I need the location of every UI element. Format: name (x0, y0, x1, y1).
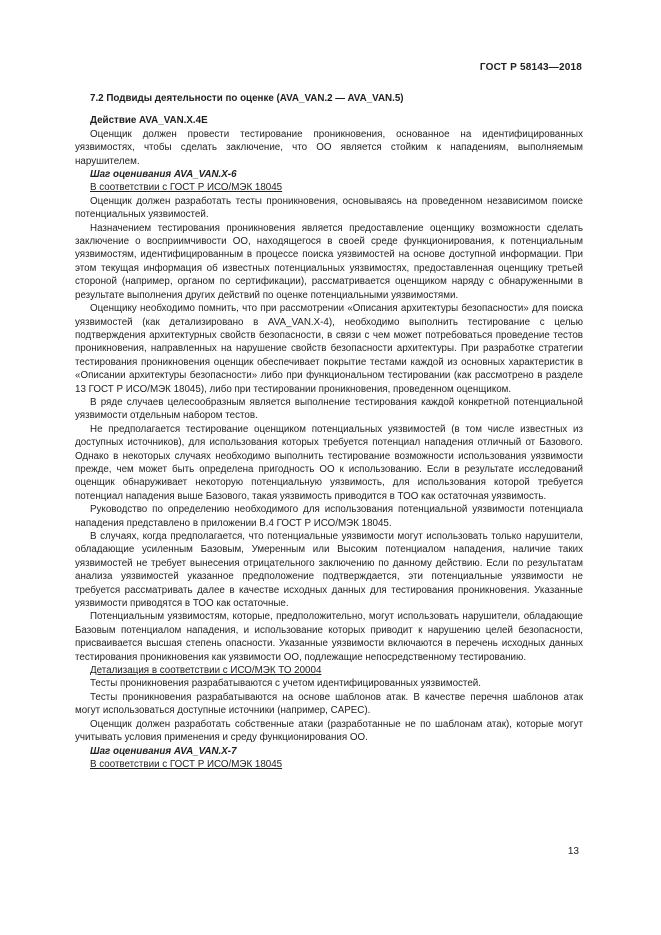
reference-text: В соответствии с ГОСТ Р ИСО/МЭК 18045 (90, 182, 283, 194)
evaluation-step-heading: Шаг оценивания AVA_VAN.X-6 (90, 169, 237, 181)
document-body (75, 92, 583, 771)
action-heading: Действие AVA_VAN.X.4E (90, 115, 208, 127)
reference-text: В соответствии с ГОСТ Р ИСО/МЭК 18045 (90, 758, 283, 770)
reference-text: Детализация в соответствии с ИСО/МЭК ТО 20004 (90, 665, 322, 677)
page-number: 13 (567, 846, 579, 857)
paragraph: Тесты проникновения разрабатываются на основе шаблонов атак. В качестве перечня шаблонов атак могут использоваться доступные источники (например, CAPEC). (75, 691, 583, 717)
paragraph: Потенциальным уязвимостям, которые, предположительно, могут использовать нарушители, обладающие Базовым потенциалом нападения, и использование которых приводит к нарушению целей безопасности, присваивается высшая степень опасности. Указанные уязвимости включаются в перечень исходных данных тестирования проникновения как уязвимости ОО, подлежащие непосредственному тестированию. (75, 611, 583, 663)
paragraph: Тесты проникновения разрабатываются с учетом идентифицированных уязвимостей. (90, 678, 481, 690)
paragraph: Оценщику необходимо помнить, что при рассмотрении «Описания архитектуры безопасности» для поиска уязвимостей (как детализировано в AVA_VAN.X-4), необходимо выполнить тестирование с целью подтверждения архитектурных свойств безопасности, в связи с чем может потребоваться проведение тестов проникновения, направленных на нарушение свойств безопасности архитектуры. При разработке стратегии тестирования проникновения оценщик обеспечивает покрытие тестами каждой из основных характеристик в «Описании архитектуры безопасности» либо при функциональном тестировании (как рассмотрено в разделе 13 ГОСТ Р ИСО/МЭК 18045), либо при тестировании проникновения, проведенном оценщиком. (75, 303, 583, 395)
reference-line (75, 758, 583, 771)
paragraph: Оценщик должен провести тестирование проникновения, основанное на идентифицированных уязвимостях, чтобы сделать заключение, что ОО является стойким к нападениям, выполняемым нарушителем. (75, 128, 583, 167)
document-code: ГОСТ Р 58143—2018 (479, 62, 582, 73)
paragraph: Назначением тестирования проникновения является предоставление оценщику возможности сделать заключение о восприимчивости ОО, находящегося в своей среде функционирования, к потенциальным уязвимостям, идентифицированным в процессе поиска уязвимостей на основе доступной информации. При этом текущая информация об известных потенциальных уязвимостях, предоставленная оценщику третьей стороной (например, органом по сертификации), рассматривается оценщиком наряду с обнаруженными в результате выполнения других действий по оценке потенциальными уязвимостями. (75, 222, 583, 301)
paragraph: В ряде случаев целесообразным является выполнение тестирования каждой конкретной потенциальной уязвимости отдельным набором тестов. (75, 396, 583, 422)
evaluation-step-heading: Шаг оценивания AVA_VAN.X-7 (90, 745, 237, 757)
reference-line (75, 664, 583, 677)
paragraph: В случаях, когда предполагается, что потенциальные уязвимости могут использовать только нарушители, обладающие усиленным Базовым, Умеренным или Высоким потенциалом нападения, наличие таких уязвимостей не требует вынесения отрицательного заключению по данному действию. Если по результатам анализа уязвимостей указанное предположение подтверждается, эти потенциальные уязвимости не требуется рассматривать далее в качестве исходных данных для тестирования проникновения. Указанные уязвимости приводятся в ТОО как остаточные. (75, 531, 583, 610)
paragraph: Руководство по определению необходимого для использования потенциальной уязвимости потенциала нападения представлено в приложении В.4 ГОСТ Р ИСО/МЭК 18045. (75, 504, 583, 529)
paragraph: Оценщик должен разработать собственные атаки (разработанные не по шаблонам атак), которые могут учитывать условия применения и среду функционирования ОО. (75, 718, 583, 744)
paragraph: Не предполагается тестирование оценщиком потенциальных уязвимостей (в том числе известных из доступных источников), для использования которых требуется потенциал нападения отличный от Базового. Однако в некоторых случаях необходимо выполнить тестирование возможности использования уязвимости прежде, чем может быть определена пригодность ОО к использованию. Если в результате исследований оценщик обнаруживает некоторую потенциальную уязвимость, для использования которой требуется потенциал нападения выше Базового, такая уязвимость приводится в ТОО как остаточная уязвимость. (75, 423, 583, 502)
paragraph: Оценщик должен разработать тесты проникновения, основываясь на проведенном независимом поиске потенциальных уязвимостей. (75, 195, 583, 221)
section-heading: 7.2 Подвиды деятельности по оценке (AVA_VAN.2 — AVA_VAN.5) (90, 93, 404, 104)
reference-line (75, 181, 583, 194)
